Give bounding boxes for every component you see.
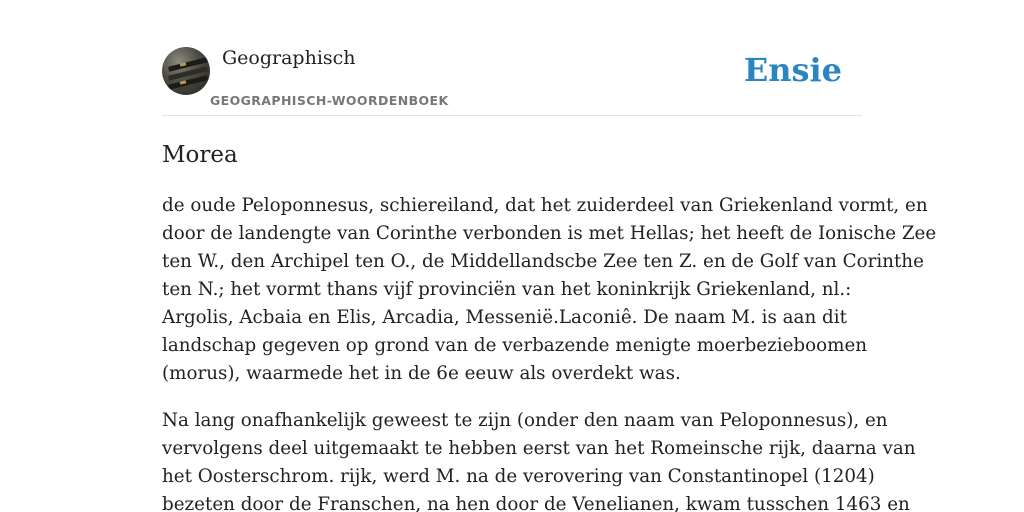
ensie-logo[interactable]: Ensie [743, 51, 842, 89]
paragraph-line: ten N.; het vormt thans vijf provinciën van het koninkrijk Griekenland, nl.: [162, 279, 852, 300]
paragraph-line: Argolis, Acbaia en Elis, Arcadia, Messenië.Laconiê. De naam M. is aan dit [162, 307, 847, 328]
paragraph-line: Na lang onafhankelijk geweest te zijn (onder den naam van Peloponnesus), en [162, 410, 888, 431]
paragraph-line: landschap gegeven op grond van de verbazende menigte moerbezieboomen [162, 335, 868, 356]
site-subtitle: GEOGRAPHISCH-WOORDENBOEK [210, 93, 449, 108]
entry-paragraph-2 [162, 407, 916, 512]
paragraph-line: de oude Peloponnesus, schiereiland, dat het zuiderdeel van Griekenland vormt, en [162, 195, 928, 216]
paragraph-line: vervolgens deel uitgemaakt te hebben eerst van het Romeinsche rijk, daarna van [162, 438, 916, 459]
entry-paragraph-1 [162, 192, 937, 388]
site-title-link[interactable]: Geographisch [222, 47, 356, 69]
paragraph-line: door de landengte van Corinthe verbonden is met Hellas; het heeft de Ionische Zee [162, 223, 937, 244]
entry-body [162, 192, 937, 512]
site-header [162, 0, 862, 116]
paragraph-line: ten W., den Archipel ten O., de Middellandscbe Zee ten Z. en de Golf van Corinthe [162, 251, 924, 272]
content-container [162, 0, 937, 512]
paragraph-line: het Oosterschrom. rijk, werd M. na de verovering van Constantinopel (1204) [162, 466, 875, 487]
paragraph-line: bezeten door de Franschen, na hen door de Venelianen, kwam tusschen 1463 en [162, 494, 910, 512]
paragraph-line: (morus), waarmede het in de 6e eeuw als overdekt was. [162, 363, 681, 384]
avatar[interactable] [162, 47, 210, 95]
page-title: Morea [162, 142, 238, 168]
